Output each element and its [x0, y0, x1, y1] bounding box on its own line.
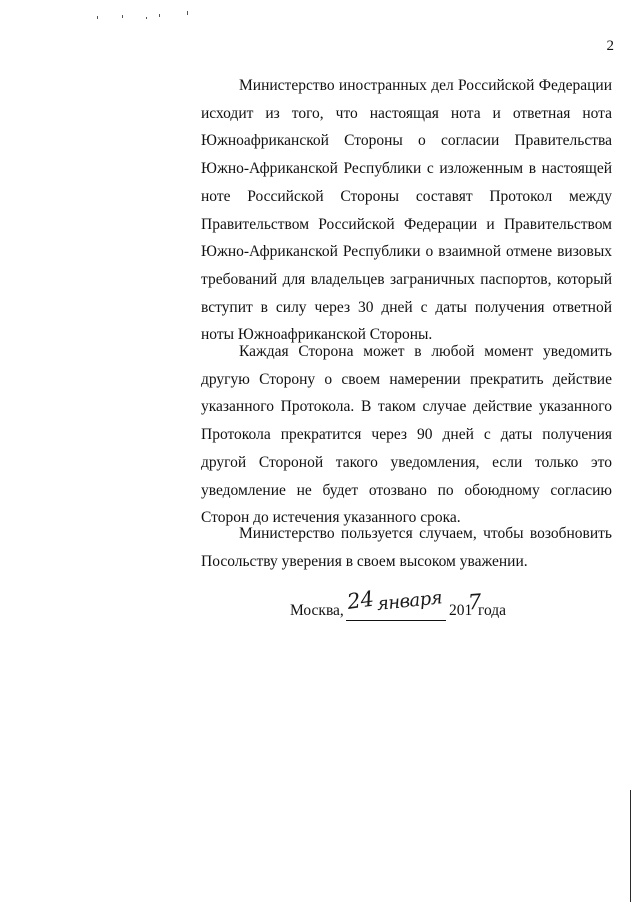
dateline-month-handwritten: января — [375, 587, 444, 615]
date-blank-underline — [346, 620, 446, 621]
page-number: 2 — [606, 38, 614, 54]
dateline-day-handwritten: 24 — [345, 586, 376, 614]
dateline-suffix: года — [478, 602, 507, 619]
scan-edge-line — [630, 790, 631, 902]
dateline-year-digit-handwritten: 7 — [467, 589, 483, 615]
dateline-year-printed: 201 — [449, 602, 473, 619]
dateline-city: Москва, — [290, 602, 344, 619]
paragraph-termination: Каждая Сторона может в любой момент уведомить другую Сторону о своем намерении прекратить действие указанного Протокола. В таком случае действие указанного Протокола прекратится через 90 дней с даты получения другой Стороной такого уведомления, если только это уведомление не будет отозвано по обоюдному согласию Сторон до истечения указанного срока. — [201, 343, 612, 527]
scan-specks — [95, 10, 195, 22]
paragraph-closing-courtesy: Министерство пользуется случаем, чтобы возобновить Посольству уверения в своем высоком уважении. — [201, 525, 612, 570]
dateline — [290, 586, 550, 630]
paragraph-note-protocol: Министерство иностранных дел Российской Федерации исходит из того, что настоящая нота и ответная нота Южноафриканской Стороны о согласии Правительства Южно-Африканской Республики с изложенным в настоящей ноте Российской Стороны составят Протокол между Правительством Российской Федерации и Правительством Южно-Африканской Республики о взаимной отмене визовых требований для владельцев заграничных паспортов, который вступит в силу через 30 дней с даты получения ответной ноты Южноафриканской Стороны. — [201, 77, 612, 344]
